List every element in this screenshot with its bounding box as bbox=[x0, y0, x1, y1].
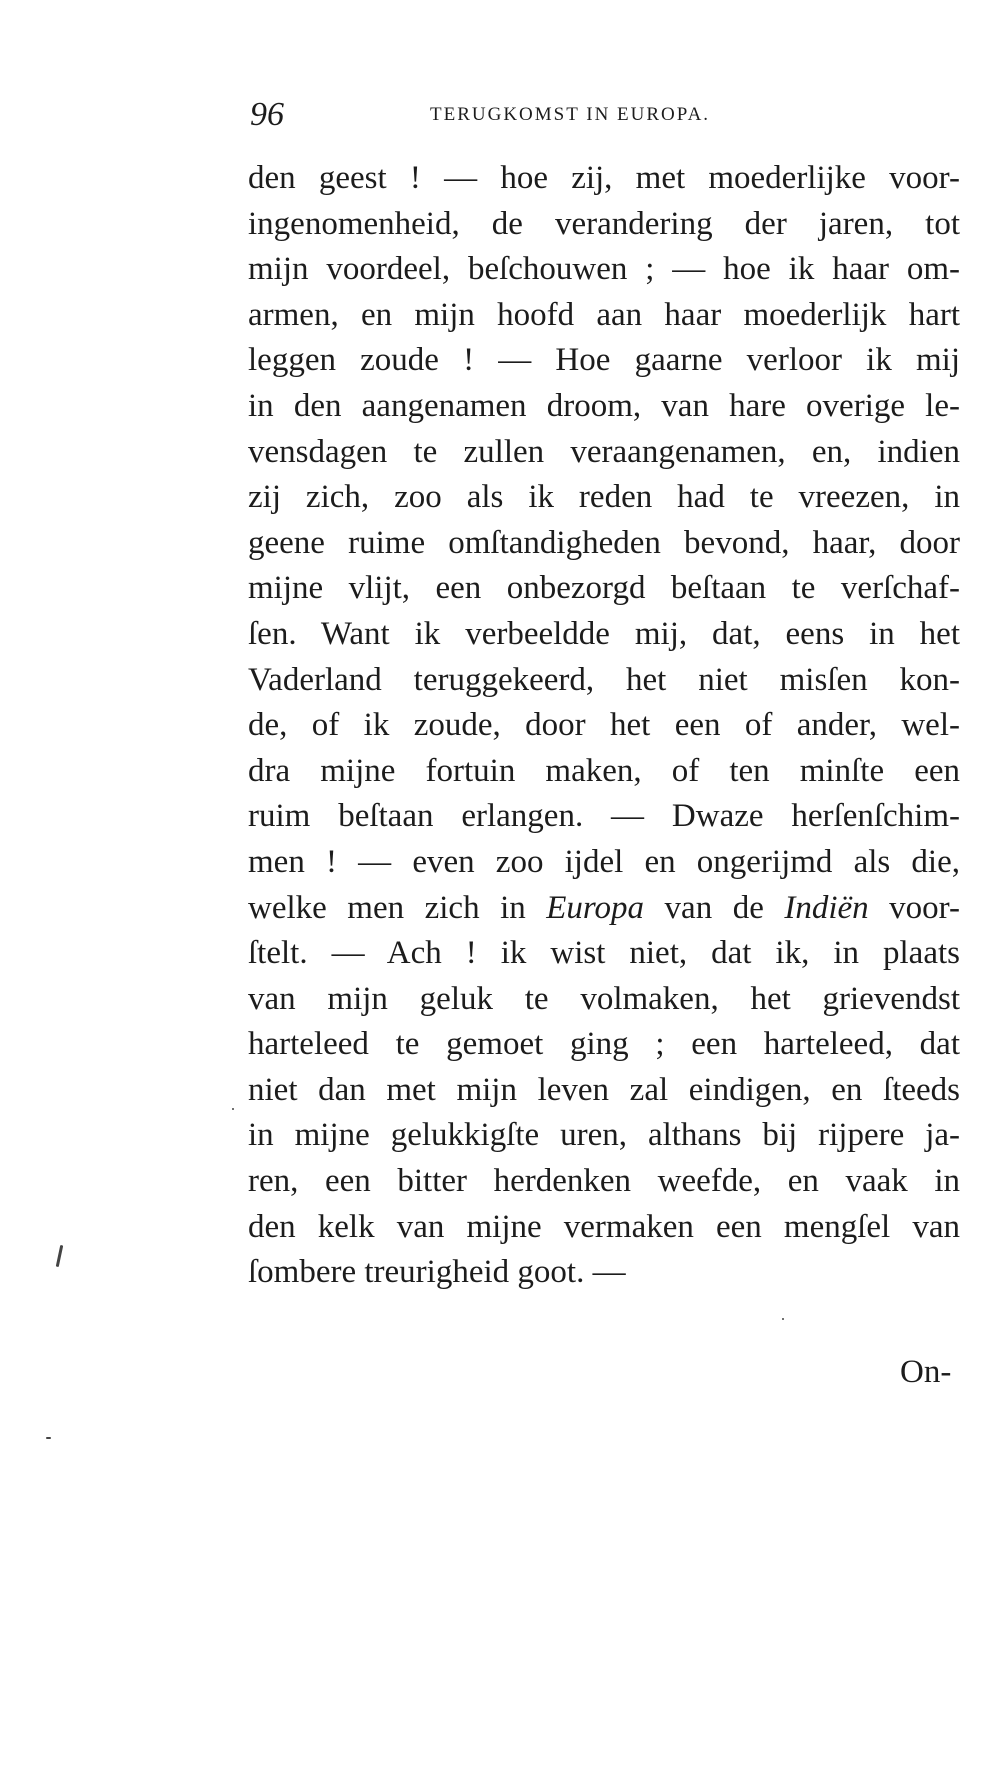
text-line: zij zich, zoo als ik reden had te vreezen, in bbox=[248, 479, 960, 516]
catchword: On- bbox=[900, 1354, 952, 1390]
text-line: mijne vlijt, een onbezorgd beſtaan te verſchaf- bbox=[248, 570, 960, 607]
text-line: ſen. Want ik verbeeldde mij, dat, eens in het bbox=[248, 615, 960, 652]
text-line: Vaderland teruggekeerd, het niet misſen kon- bbox=[248, 661, 960, 698]
scan-speck bbox=[46, 1437, 51, 1439]
text-line-last: ſombere treurigheid goot. — bbox=[248, 1254, 626, 1291]
running-title: TERUGKOMST IN EUROPA. bbox=[430, 104, 711, 125]
page-number: 96 bbox=[250, 96, 284, 133]
scan-speck bbox=[56, 1245, 64, 1267]
text-line: in den aangenamen droom, van hare overige le- bbox=[248, 387, 960, 424]
text-fragment: welke men zich in bbox=[248, 889, 547, 926]
text-line: niet dan met mijn leven zal eindigen, en ſteeds bbox=[248, 1071, 960, 1108]
text-line: in mijne gelukkigſte uren, althans bij rijpere ja- bbox=[248, 1117, 960, 1154]
text-line: vensdagen te zullen veraangenamen, en, indien bbox=[248, 433, 960, 470]
scan-speck bbox=[782, 1318, 784, 1320]
text-fragment: van de bbox=[644, 889, 785, 926]
text-line: ruim beſtaan erlangen. — Dwaze herſenſchim- bbox=[248, 798, 960, 835]
text-line: ren, een bitter herdenken weefde, en vaak in bbox=[248, 1163, 960, 1200]
text-line: van mijn geluk te volmaken, het grievendst bbox=[248, 980, 960, 1017]
text-line: de, of ik zoude, door het een of ander, wel- bbox=[248, 707, 960, 744]
text-line: den kelk van mijne vermaken een mengſel van bbox=[248, 1208, 960, 1245]
italic-place-name: Europa bbox=[546, 889, 645, 926]
text-line: leggen zoude ! — Hoe gaarne verloor ik mij bbox=[248, 342, 960, 379]
text-line-with-italics bbox=[248, 886, 960, 932]
text-line: geene ruime omſtandigheden bevond, haar, door bbox=[248, 524, 960, 561]
italic-place-name: Indiën bbox=[784, 889, 869, 926]
text-fragment: voor- bbox=[868, 889, 960, 926]
text-line: ſtelt. — Ach ! ik wist niet, dat ik, in plaats bbox=[248, 935, 960, 972]
text-line: harteleed te gemoet ging ; een harteleed, dat bbox=[248, 1026, 960, 1063]
text-line: armen, en mijn hoofd aan haar moederlijk hart bbox=[248, 296, 960, 333]
text-line: mijn voordeel, beſchouwen ; — hoe ik haar om- bbox=[248, 251, 960, 288]
running-head bbox=[250, 95, 820, 135]
text-line: men ! — even zoo ijdel en ongerijmd als die, bbox=[248, 843, 960, 880]
text-line: den geest ! — hoe zij, met moederlijke voor- bbox=[248, 160, 960, 196]
scan-speck bbox=[232, 1108, 234, 1110]
text-line: dra mijne fortuin maken, of ten minſte een bbox=[248, 752, 960, 789]
text-line: ingenomenheid, de verandering der jaren, tot bbox=[248, 205, 960, 242]
body-text bbox=[248, 156, 960, 1296]
